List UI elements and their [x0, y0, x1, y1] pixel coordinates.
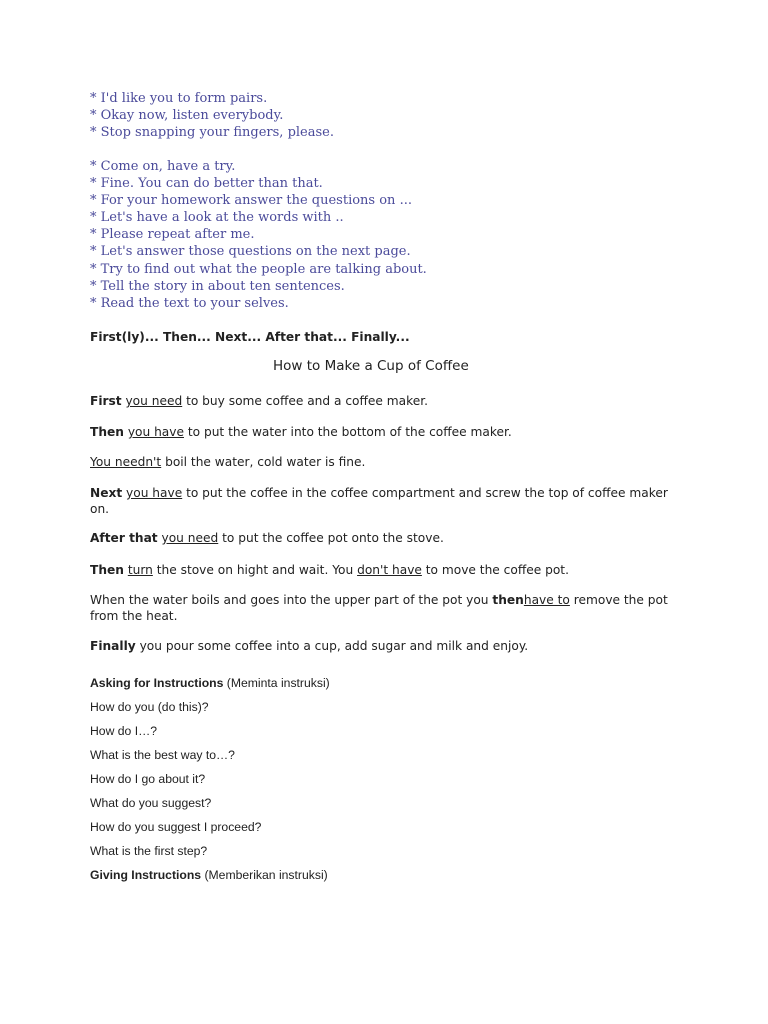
- phrase: * Try to find out what the people are talking about.: [90, 261, 427, 277]
- step-verb: turn: [127, 563, 153, 577]
- phrase: * Read the text to your selves.: [90, 295, 289, 311]
- asking-heading-bold: Asking for Instructions: [90, 676, 224, 690]
- step-keyword: Next: [90, 486, 123, 500]
- step-text: boil the water, cold water is fine.: [161, 455, 366, 469]
- classroom-phrases-group-2: [90, 158, 427, 312]
- step-keyword: Then: [90, 563, 124, 577]
- asking-item: How do you suggest I proceed?: [90, 820, 262, 834]
- step-modal: you need: [161, 531, 219, 545]
- step-text: to put the water into the bottom of the coffee maker.: [183, 425, 512, 439]
- recipe-step-1: [90, 394, 428, 408]
- asking-heading: [90, 676, 330, 690]
- asking-item: How do you (do this)?: [90, 700, 209, 714]
- phrase: * Let's have a look at the words with ..: [90, 210, 344, 226]
- classroom-phrases-group-1: [90, 90, 334, 141]
- recipe-step-2: [90, 425, 512, 439]
- step-keyword: then: [492, 593, 524, 607]
- sequence-heading: First(ly)... Then... Next... After that... Finally...: [90, 330, 410, 344]
- recipe-step-8: [90, 639, 528, 653]
- phrase: * Please repeat after me.: [90, 227, 255, 243]
- step-modal: you need: [125, 394, 183, 408]
- asking-item: How do I…?: [90, 724, 158, 738]
- recipe-step-5: [90, 531, 444, 545]
- step-text: to buy some coffee and a coffee maker.: [182, 394, 429, 408]
- step-modal: don't have: [357, 563, 422, 577]
- step-modal: have to: [523, 593, 570, 607]
- phrase: * Stop snapping your fingers, please.: [90, 125, 334, 141]
- step-keyword: First: [90, 394, 122, 408]
- phrase: * Okay now, listen everybody.: [90, 108, 284, 124]
- phrase: * Fine. You can do better than that.: [90, 176, 323, 192]
- giving-heading-bold: Giving Instructions: [90, 868, 202, 882]
- step-modal: You needn't: [90, 455, 162, 469]
- phrase: * I'd like you to form pairs.: [90, 91, 268, 106]
- phrase: * For your homework answer the questions on ...: [90, 193, 412, 209]
- step-keyword: After that: [90, 531, 158, 545]
- asking-item: How do I go about it?: [90, 772, 206, 786]
- recipe-step-4: [90, 486, 680, 517]
- step-text: you pour some coffee into a cup, add sugar and milk and enjoy.: [135, 639, 529, 653]
- asking-item: What is the first step?: [90, 844, 208, 858]
- step-text: remove the pot from the heat.: [90, 593, 668, 623]
- asking-heading-note: (Meminta instruksi): [223, 676, 330, 690]
- recipe-step-6: [90, 563, 569, 577]
- step-text: to put the coffee pot onto the stove.: [218, 531, 444, 545]
- recipe-title: How to Make a Cup of Coffee: [273, 358, 469, 374]
- step-text: the stove on hight and wait. You: [152, 563, 358, 577]
- step-text: When the water boils and goes into the upper part of the pot you: [90, 593, 493, 607]
- giving-heading-note: (Memberikan instruksi): [201, 868, 328, 882]
- recipe-step-3: [90, 455, 365, 469]
- giving-heading: [90, 868, 328, 882]
- step-keyword: Finally: [90, 639, 136, 653]
- step-text: to put the coffee in the coffee compartment and screw the top of coffee maker on.: [90, 486, 668, 516]
- asking-item: What is the best way to…?: [90, 748, 235, 762]
- phrase: * Come on, have a try.: [90, 159, 236, 174]
- step-modal: you have: [126, 486, 183, 500]
- asking-item: What do you suggest?: [90, 796, 212, 810]
- phrase: * Tell the story in about ten sentences.: [90, 278, 345, 294]
- phrase: * Let's answer those questions on the next page.: [90, 244, 411, 260]
- recipe-step-7: [90, 593, 680, 624]
- step-keyword: Then: [90, 425, 124, 439]
- step-modal: you have: [127, 425, 184, 439]
- step-text: to move the coffee pot.: [421, 563, 569, 577]
